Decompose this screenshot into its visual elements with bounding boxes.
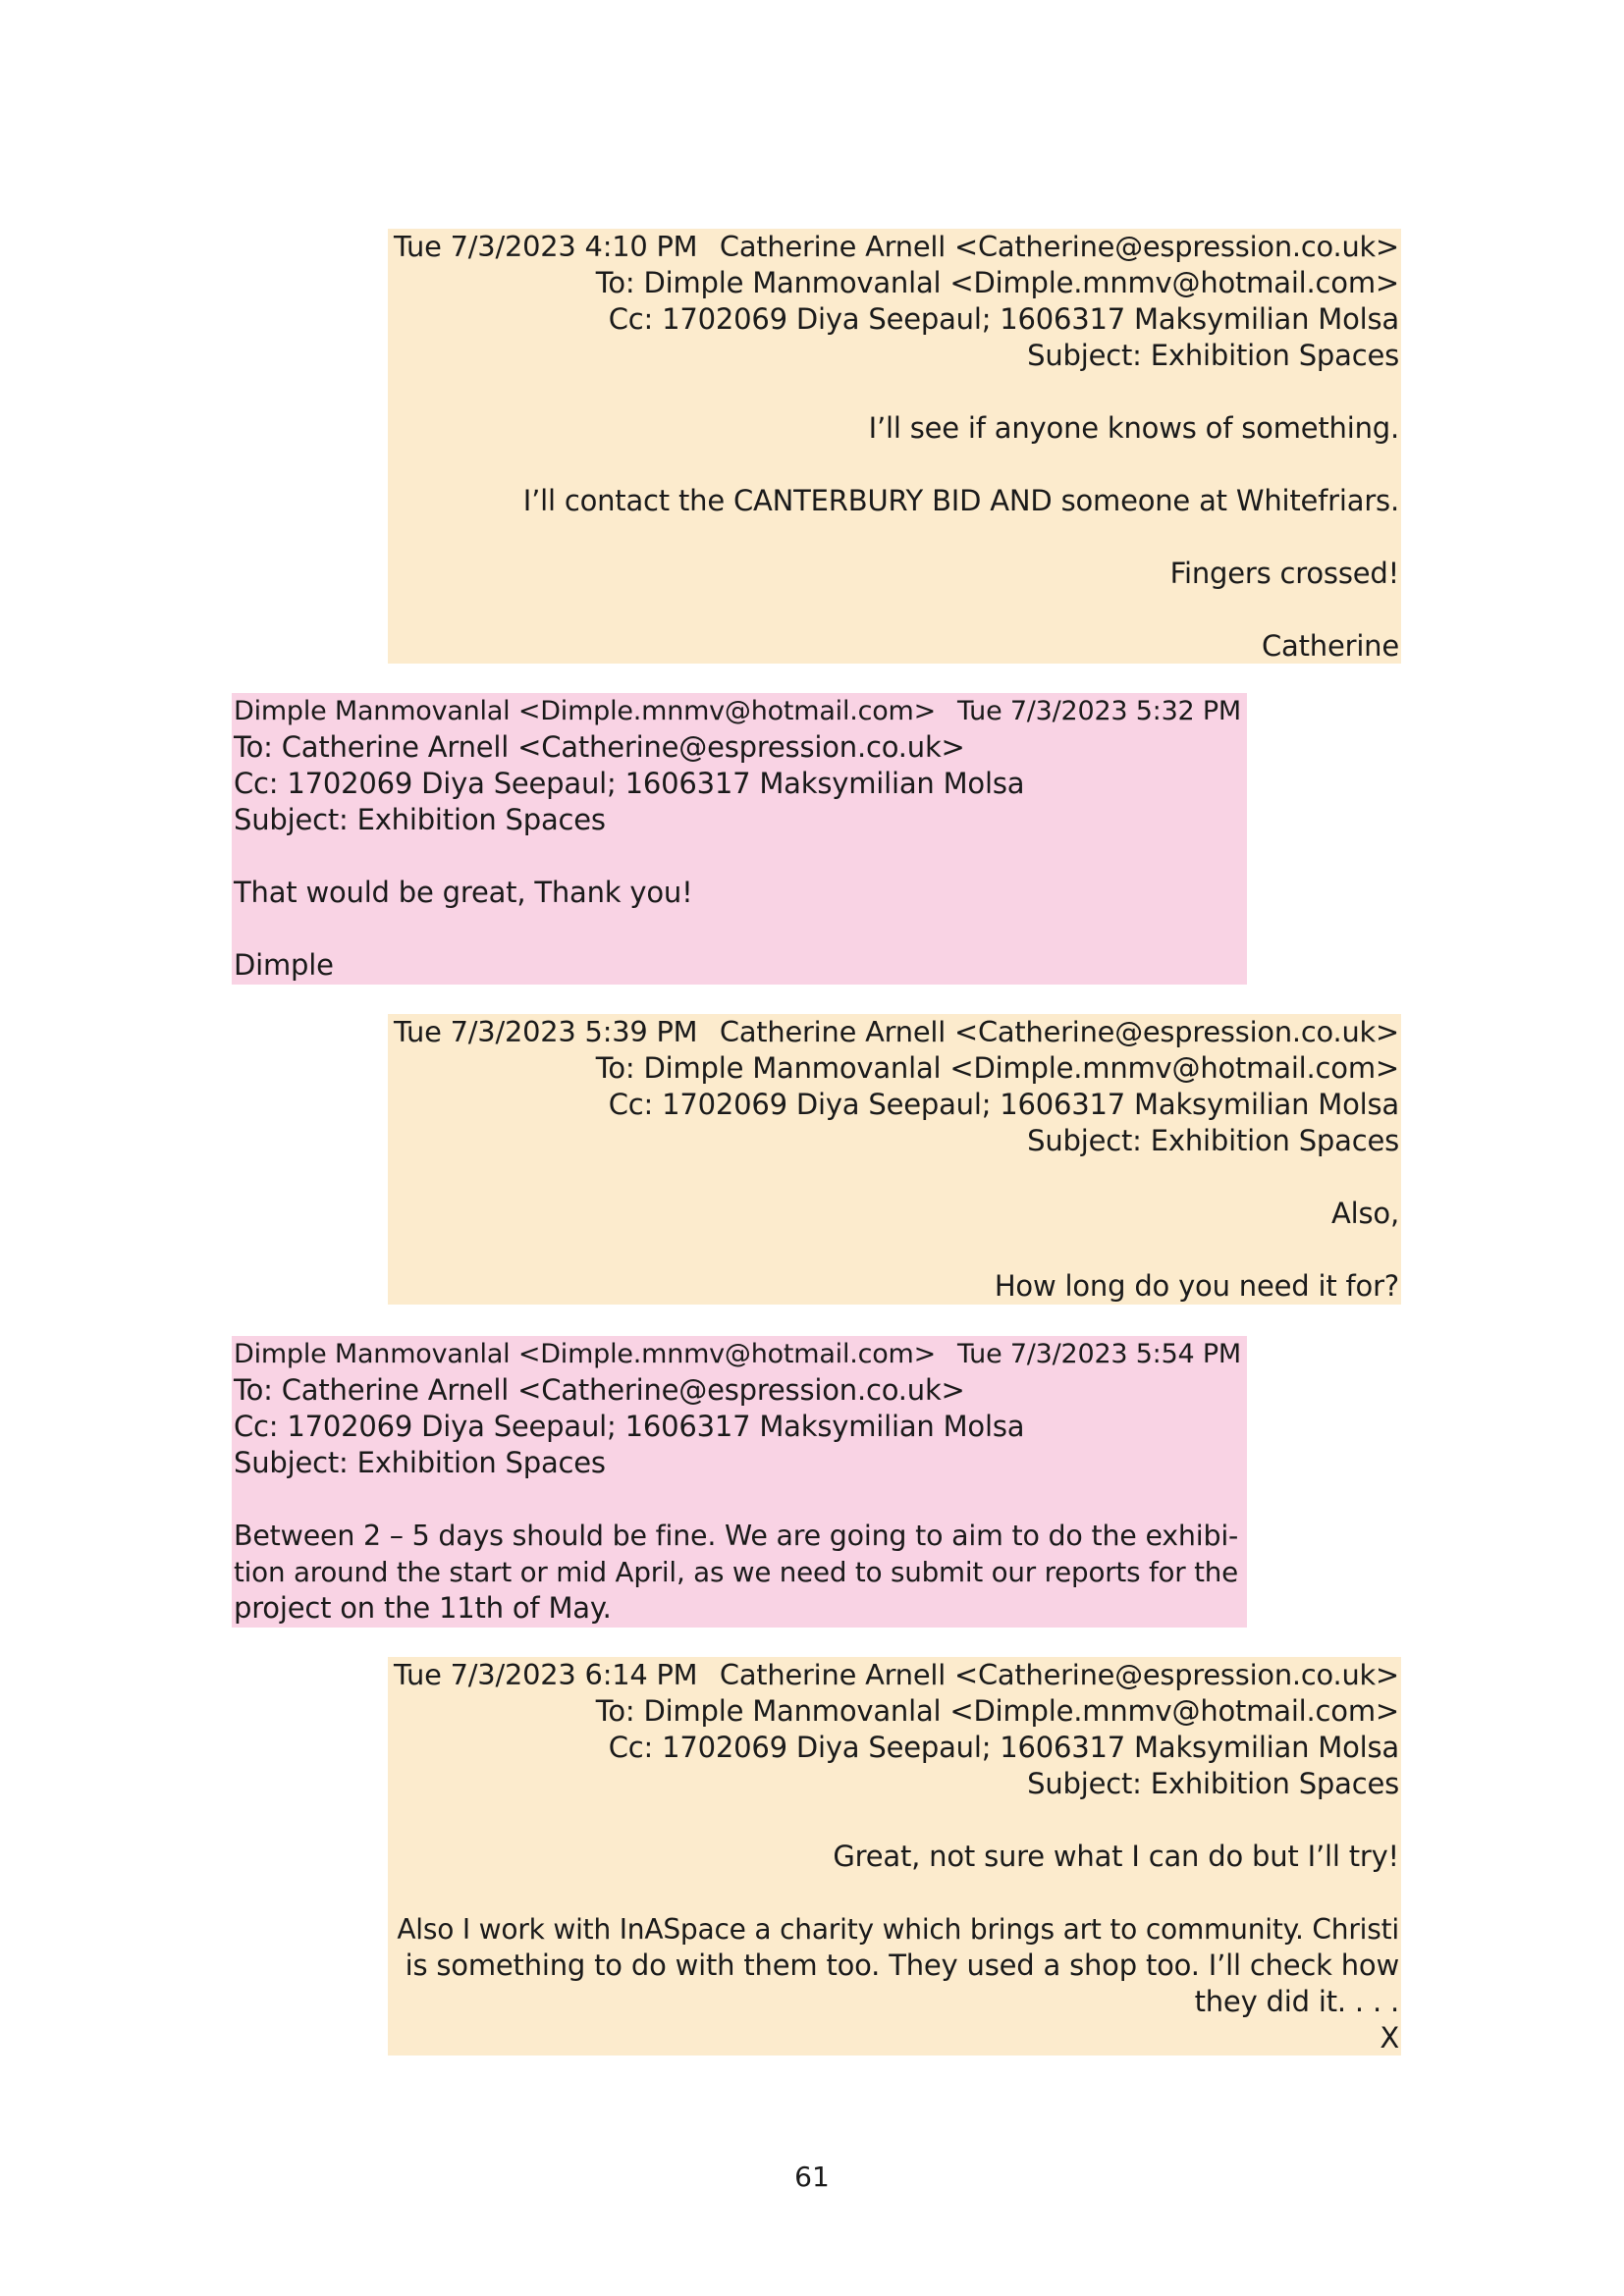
email-to: To: Dimple Manmovanlal <Dimple.mnmv@hotmail.com> <box>595 1694 1399 1728</box>
email-body-line: Also I work with InASpace a charity which brings art to community. Christi <box>397 1913 1399 1946</box>
email-from: Catherine Arnell <Catherine@espression.co.uk> <box>719 230 1399 263</box>
email-signature: Catherine <box>1261 629 1399 663</box>
email-message-4 <box>232 1336 1247 1628</box>
email-header-row <box>394 1014 1399 1050</box>
email-cc: Cc: 1702069 Diya Seepaul; 1606317 Maksymilian Molsa <box>608 1088 1399 1121</box>
email-message-1 <box>388 229 1401 664</box>
email-header-row <box>394 229 1399 265</box>
email-signature: X <box>1380 2021 1399 2055</box>
email-message-2 <box>232 693 1247 985</box>
email-message-3 <box>388 1014 1401 1305</box>
email-date: Tue 7/3/2023 5:54 PM <box>957 1339 1241 1369</box>
email-from: Catherine Arnell <Catherine@espression.co.uk> <box>719 1015 1399 1048</box>
email-body-line: Between 2 – 5 days should be fine. We are going to aim to do the exhibi- <box>234 1520 1239 1552</box>
email-cc: Cc: 1702069 Diya Seepaul; 1606317 Maksymilian Molsa <box>608 302 1399 336</box>
email-signature: Dimple <box>234 948 334 982</box>
email-cc: Cc: 1702069 Diya Seepaul; 1606317 Maksymilian Molsa <box>234 1410 1025 1443</box>
email-date: Tue 7/3/2023 6:14 PM <box>394 1658 698 1691</box>
email-subject: Subject: Exhibition Spaces <box>1027 339 1399 372</box>
email-cc: Cc: 1702069 Diya Seepaul; 1606317 Maksymilian Molsa <box>608 1731 1399 1764</box>
email-from: Dimple Manmovanlal <Dimple.mnmv@hotmail.com> <box>234 696 937 726</box>
email-cc: Cc: 1702069 Diya Seepaul; 1606317 Maksymilian Molsa <box>234 767 1025 800</box>
email-subject: Subject: Exhibition Spaces <box>234 803 606 836</box>
email-body-line: they did it. . . . <box>1194 1985 1399 2018</box>
email-subject: Subject: Exhibition Spaces <box>1027 1124 1399 1157</box>
email-from: Catherine Arnell <Catherine@espression.co.uk> <box>719 1658 1399 1691</box>
email-to: To: Catherine Arnell <Catherine@espression.co.uk> <box>234 1373 965 1407</box>
email-body-line: project on the 11th of May. <box>234 1591 612 1625</box>
email-to: To: Dimple Manmovanlal <Dimple.mnmv@hotmail.com> <box>595 1051 1399 1085</box>
email-header-row <box>234 693 1241 729</box>
page-number: 61 <box>794 2161 830 2193</box>
email-to: To: Catherine Arnell <Catherine@espression.co.uk> <box>234 730 965 764</box>
email-header-row <box>394 1657 1399 1693</box>
email-body-line: Also, <box>1331 1197 1399 1230</box>
email-header-row <box>234 1336 1241 1372</box>
email-body-line: How long do you need it for? <box>994 1269 1399 1303</box>
email-to: To: Dimple Manmovanlal <Dimple.mnmv@hotmail.com> <box>595 266 1399 299</box>
email-body-line: I’ll contact the CANTERBURY BID AND someone at Whitefriars. <box>522 484 1399 517</box>
email-body-line: tion around the start or mid April, as we need to submit our reports for the <box>234 1556 1239 1588</box>
email-subject: Subject: Exhibition Spaces <box>1027 1767 1399 1800</box>
email-body-line: I’ll see if anyone knows of something. <box>868 411 1399 445</box>
email-from: Dimple Manmovanlal <Dimple.mnmv@hotmail.com> <box>234 1339 937 1369</box>
email-date: Tue 7/3/2023 5:39 PM <box>394 1015 698 1048</box>
email-subject: Subject: Exhibition Spaces <box>234 1446 606 1479</box>
email-date: Tue 7/3/2023 4:10 PM <box>394 230 698 263</box>
email-message-5 <box>388 1657 1401 2056</box>
email-body-line: Great, not sure what I can do but I’ll try! <box>833 1840 1399 1873</box>
email-date: Tue 7/3/2023 5:32 PM <box>957 696 1241 726</box>
email-body-line: is something to do with them too. They used a shop too. I’ll check how <box>405 1949 1399 1982</box>
email-body-line: Fingers crossed! <box>1169 557 1399 590</box>
email-body-line: That would be great, Thank you! <box>234 876 693 909</box>
